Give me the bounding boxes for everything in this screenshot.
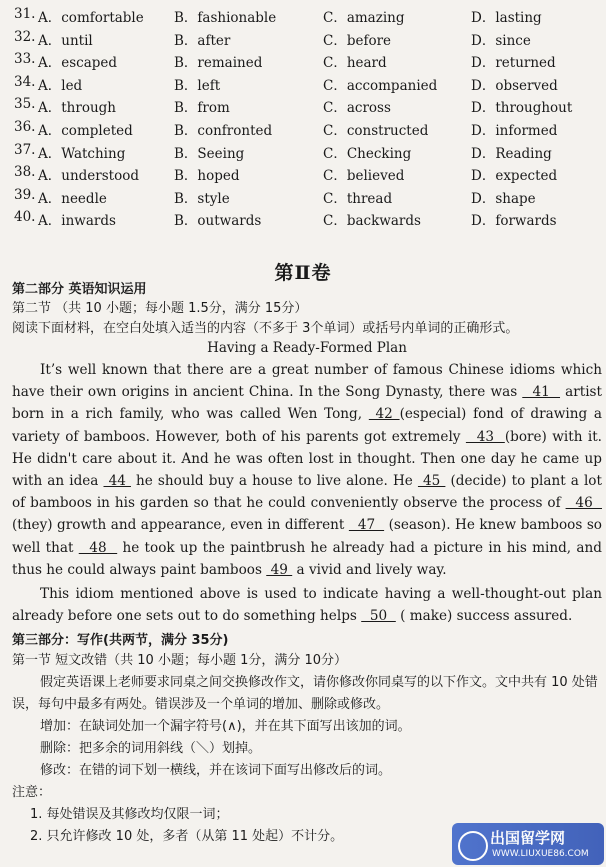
part3-heading: 第三部分：写作(共两节，满分 35分) — [12, 633, 229, 648]
part2-heading: 第二部分 英语知识运用 — [12, 282, 147, 297]
passage-paragraph-2 — [12, 583, 602, 627]
option-d: D．shape — [471, 190, 536, 207]
option-d: D．throughout — [471, 100, 573, 117]
fill-blank: 46 — [565, 495, 602, 512]
question-number: 35. — [14, 96, 36, 113]
watermark-logo — [452, 823, 604, 865]
option-a: A．until — [38, 32, 93, 49]
passage-text: It’s well known that there are a great number of famous Chinese idioms which have their own origins in ancient China. In the Song Dynasty, there was — [12, 362, 602, 401]
fill-blank: 43 — [465, 428, 505, 445]
option-d: D．observed — [471, 77, 558, 94]
option-a: A．escaped — [38, 55, 118, 72]
answer-options — [14, 4, 604, 230]
option-a: A．inwards — [38, 213, 116, 230]
option-a: A．through — [38, 100, 116, 117]
watermark-name: 出国留学网 — [490, 829, 566, 847]
note-label: 注意： — [12, 785, 52, 800]
option-b: B．confronted — [174, 122, 273, 139]
option-c: C．backwards — [323, 213, 421, 230]
question-number: 39. — [14, 186, 36, 203]
option-row — [14, 140, 604, 163]
fill-blank: 47 — [348, 517, 385, 534]
question-number: 32. — [14, 28, 36, 45]
question-number: 33. — [14, 51, 36, 68]
passage-title: Having a Ready-Formed Plan — [207, 340, 407, 356]
watermark-url: WWW.LIUXUE86.COM — [492, 849, 589, 859]
option-d: D．informed — [471, 122, 558, 139]
volume-title: 第Ⅱ卷 — [274, 262, 332, 284]
option-c: C．heard — [323, 55, 387, 72]
option-c: C．constructed — [323, 122, 429, 139]
passage-text: (bore) with it. He didn't care about it. And he was often lost in thought. Then one day he came up with an idea — [12, 428, 602, 490]
question-number: 34. — [14, 73, 36, 90]
part2-block — [12, 279, 602, 627]
option-a: A．comfortable — [38, 10, 144, 26]
option-d: D．returned — [471, 55, 556, 72]
passage-text: This idiom mentioned above is used to indicate having a well-thought-out plan already before one sets out to do something helps — [12, 586, 602, 625]
passage-text: ( make) success assured. — [395, 608, 573, 625]
rule-delete: 删除：把多余的词用斜线（＼）划掉。 — [40, 741, 262, 756]
question-number: 38. — [14, 164, 36, 181]
option-c: C．believed — [323, 168, 405, 185]
fill-blank: 44 — [103, 473, 131, 490]
option-b: B．after — [174, 32, 231, 49]
part3-section: 第一节 短文改错（共 10 小题；每小题 1分，满分 10分） — [12, 653, 348, 668]
rule-add: 增加：在缺词处加一个漏字符号(∧)，并在其下面写出该加的词。 — [40, 719, 411, 734]
passage-text: he should buy a house to live alone. He — [130, 473, 418, 490]
fill-blank: 45 — [417, 473, 446, 490]
option-row — [14, 117, 604, 140]
option-d: D．forwards — [471, 213, 557, 230]
option-row — [14, 94, 604, 117]
question-number: 37. — [14, 141, 36, 158]
option-b: B．from — [174, 100, 230, 117]
option-row — [14, 162, 604, 185]
option-c: C．amazing — [323, 10, 405, 26]
passage-text: he took up the paintbrush he already had a picture in his mind, and thus he could always paint bamboos — [12, 539, 602, 578]
option-c: C．accompanied — [323, 77, 438, 94]
option-a: A．needle — [38, 190, 107, 207]
passage-text: (especial) fond of drawing a variety of bamboos. However, both of his parents got extremely — [12, 406, 602, 445]
passage-text: (season). He knew bamboos so well that — [12, 517, 602, 556]
fill-blank: 42 — [368, 406, 400, 423]
option-b: B．hoped — [174, 168, 240, 185]
part2-section: 第二节 （共 10 小题；每小题 1.5分，满分 15分） — [12, 301, 308, 316]
passage-text: (they) growth and appearance, even in different — [12, 517, 349, 534]
option-d: D．expected — [471, 168, 558, 185]
fill-blank: 49 — [266, 561, 293, 578]
part2-instruction: 阅读下面材料，在空白处填入适当的内容（不多于 3个单词）或括号内单词的正确形式。 — [12, 321, 519, 336]
option-d: D．lasting — [471, 10, 542, 26]
option-c: C．across — [323, 100, 391, 117]
option-c: C．Checking — [323, 145, 412, 162]
part3-block — [12, 630, 602, 848]
option-row — [14, 27, 604, 50]
option-b: B．left — [174, 77, 221, 94]
globe-icon — [458, 831, 488, 861]
option-b: B．fashionable — [174, 10, 277, 26]
note-item: 1. 每处错误及其修改均仅限一词； — [30, 807, 229, 822]
option-row — [14, 4, 604, 27]
fill-blank: 48 — [78, 539, 118, 556]
option-d: D．Reading — [471, 145, 552, 162]
question-number: 36. — [14, 118, 36, 135]
option-a: A．led — [38, 77, 83, 94]
question-number: 31. — [14, 6, 36, 22]
option-c: C．before — [323, 32, 392, 49]
fill-blank: 41 — [522, 384, 561, 401]
option-a: A．completed — [38, 122, 133, 139]
option-b: B．outwards — [174, 213, 262, 230]
passage-text: a vivid and lively way. — [292, 561, 447, 578]
option-row — [14, 207, 604, 230]
option-b: B．remained — [174, 55, 263, 72]
part3-intro: 假定英语课上老师要求同桌之间交换修改作文，请你修改你同桌写的以下作文。文中共有 10 处错误，每句中最多有两处。错误涉及一个单词的增加、删除或修改。 — [12, 675, 598, 712]
passage-text: artist born in a rich family, who was called Wen Tong, — [12, 384, 602, 423]
option-c: C．thread — [323, 190, 393, 207]
passage-text: (decide) to plant a lot of bamboos in his garden so that he could conveniently observe the process of — [12, 473, 602, 512]
option-b: B．Seeing — [174, 145, 245, 162]
option-row — [14, 49, 604, 72]
option-row — [14, 72, 604, 95]
option-a: A．Watching — [38, 145, 126, 162]
option-a: A．understood — [38, 168, 139, 185]
option-row — [14, 185, 604, 208]
option-d: D．since — [471, 32, 531, 49]
note-item: 2. 只允许修改 10 处，多者（从第 11 处起）不计分。 — [30, 829, 344, 844]
option-b: B．style — [174, 190, 230, 207]
rule-modify: 修改：在错的词下划一横线，并在该词下面写出修改后的词。 — [40, 763, 392, 778]
passage-paragraph-1 — [12, 359, 602, 581]
fill-blank: 50 — [361, 608, 396, 625]
question-number: 40. — [14, 209, 36, 226]
